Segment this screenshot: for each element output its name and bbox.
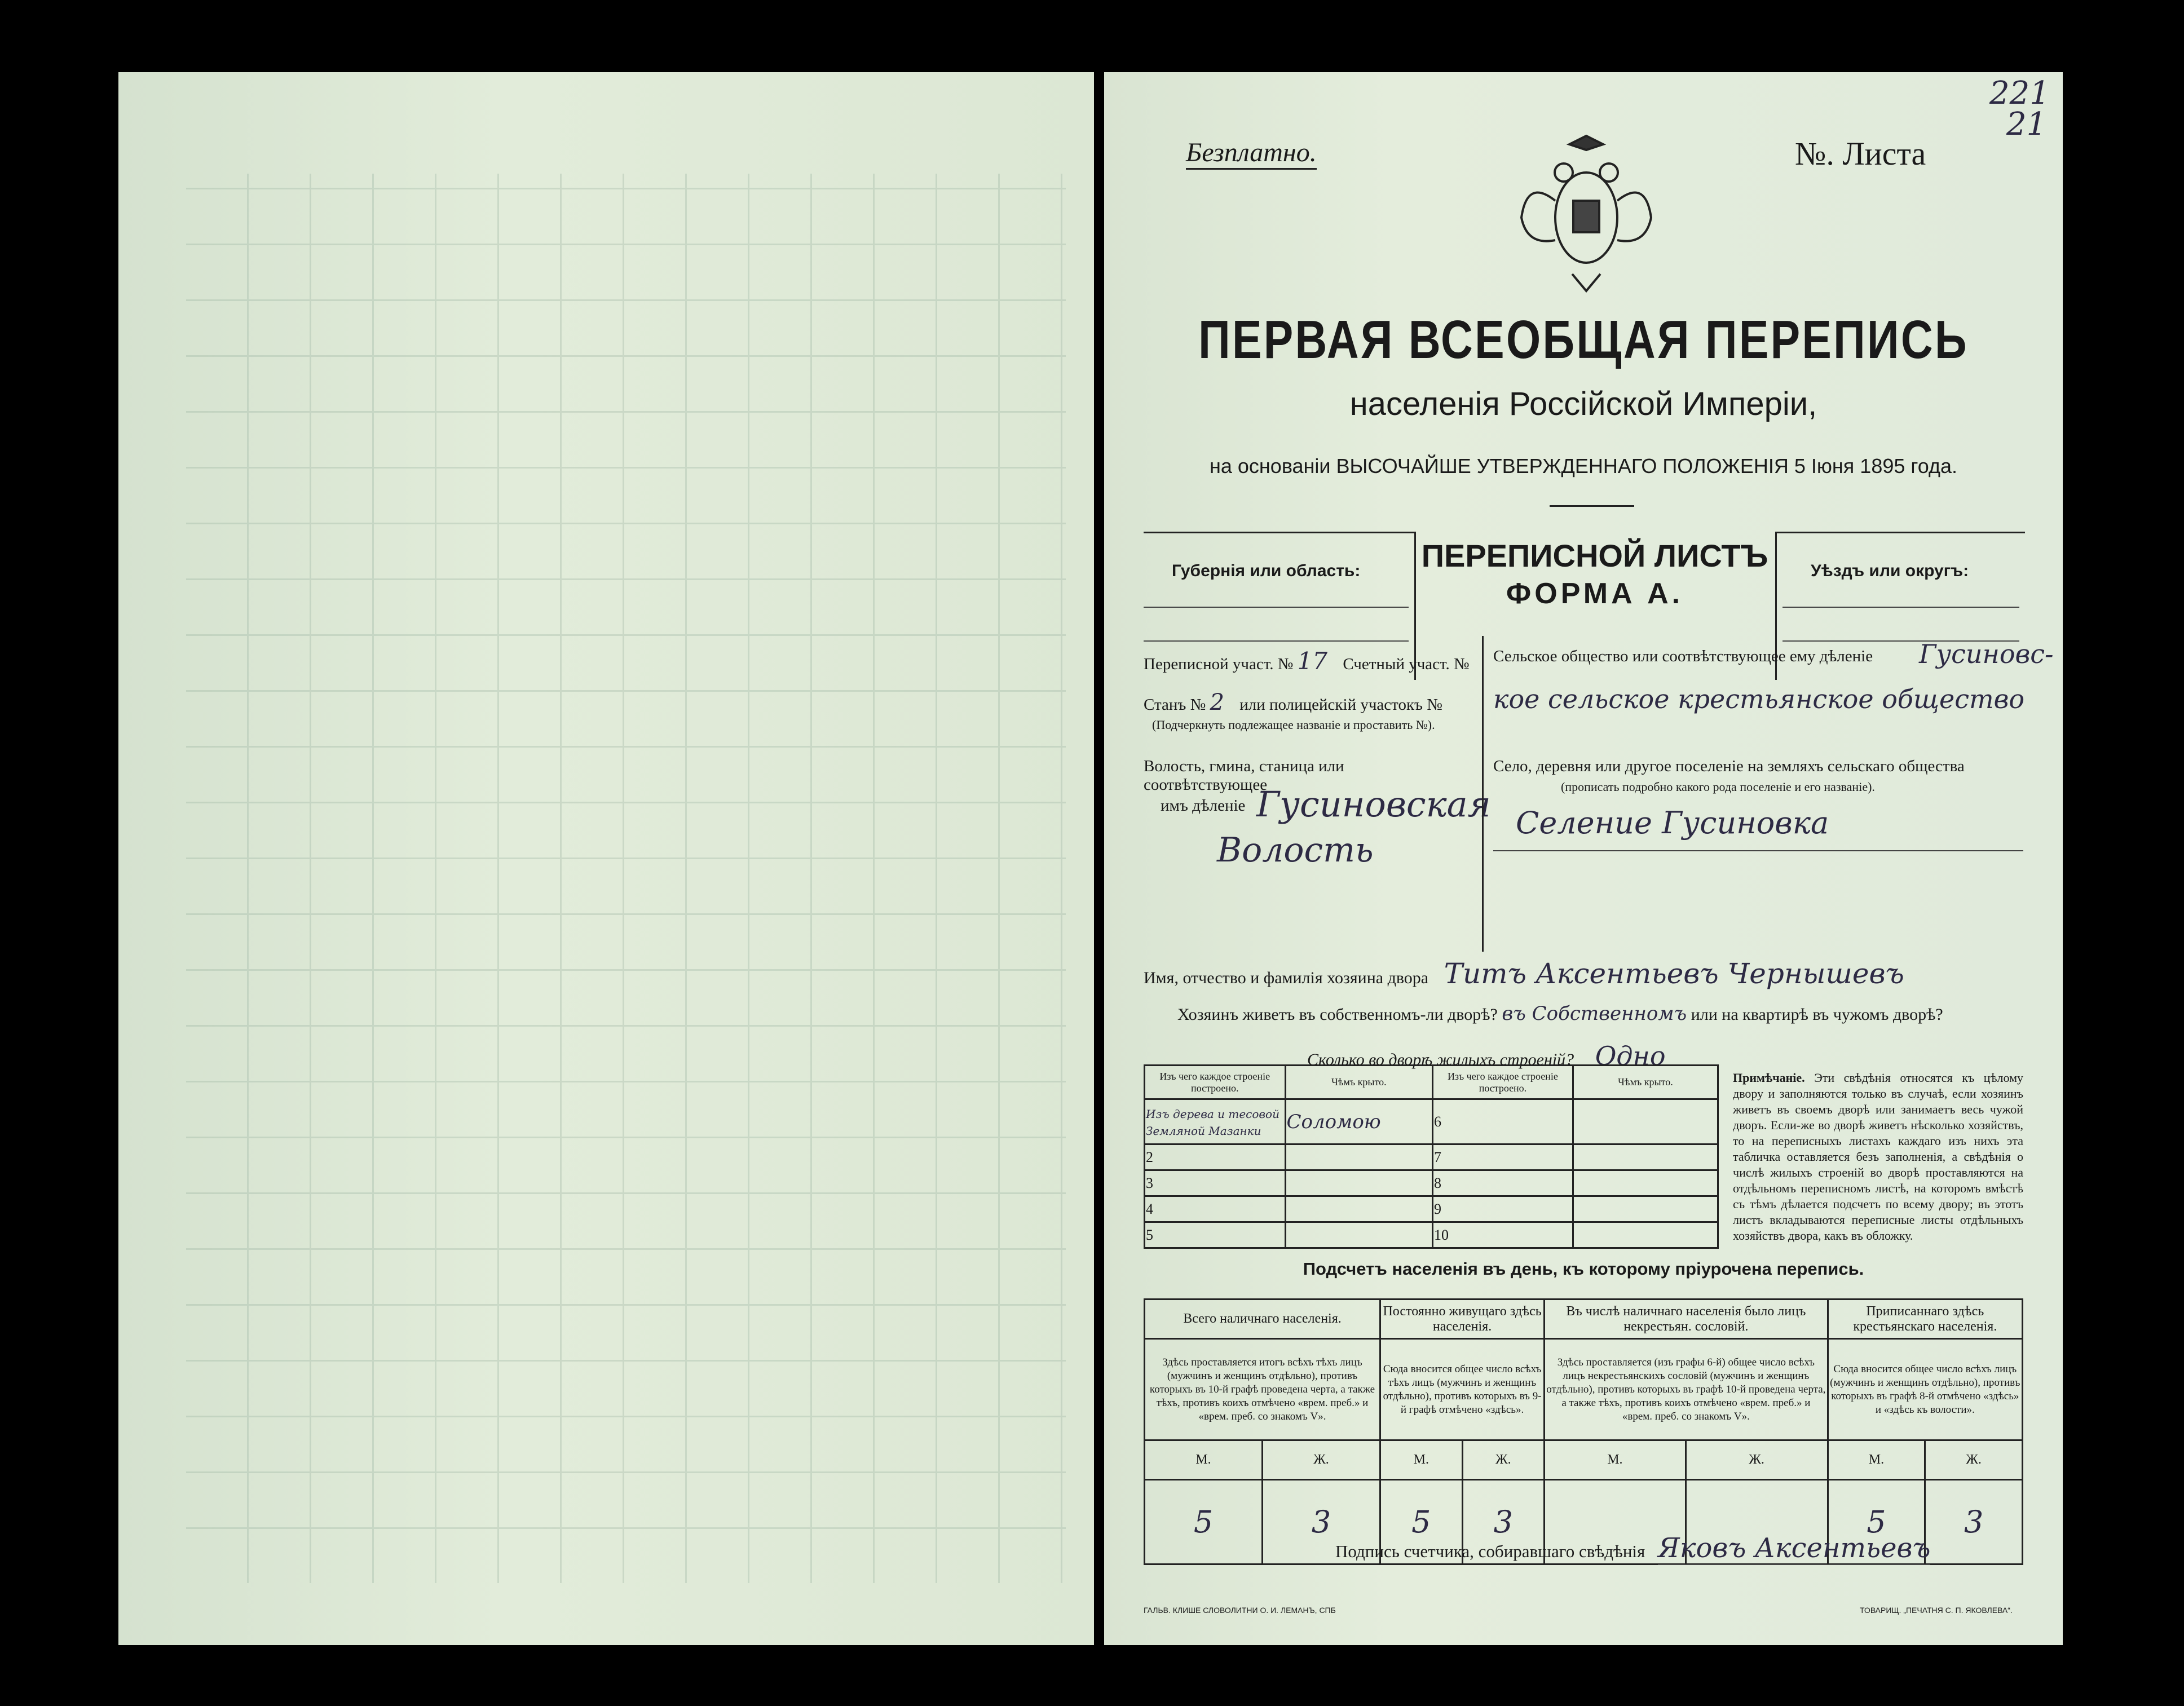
row-num: 5 — [1145, 1222, 1286, 1248]
count-col-desc: Сюда вносится общее число всѣхъ тѣхъ лицъ (мужчинъ и женщинъ отдѣльно), противъ которыхъ въ 9-й графѣ отмѣчено «здѣсь». — [1380, 1339, 1545, 1440]
sheet-no-label: №. Листа — [1795, 135, 1926, 172]
row-num: 4 — [1145, 1196, 1286, 1222]
police-label: или полицейскій участокъ № — [1239, 696, 1442, 714]
uezd-label: Уѣздъ или округъ: — [1811, 562, 1969, 580]
lives-value: въ Собственномъ — [1502, 1002, 1687, 1025]
volost-label: Волость, гмина, станица или соотвѣтствующее — [1144, 757, 1344, 794]
row-num: 3 — [1145, 1170, 1286, 1196]
lives-label-2: или на квартирѣ въ чужомъ дворѣ? — [1691, 1005, 1943, 1024]
village-label: Село, деревня или другое поселеніе на земляхъ сельскаго общества — [1493, 757, 1965, 775]
row-num: 2 — [1145, 1144, 1286, 1170]
stan-value: 2 — [1210, 690, 1224, 715]
table-row — [1145, 1144, 1718, 1170]
gubernia-line-1 — [1144, 607, 1409, 608]
count-col-desc: Здѣсь проставляется (изъ графы 6-й) общее число всѣхъ лицъ некрестьянскихъ сословій (мужчинъ и женщинъ отдѣльно), противъ которыхъ въ графѣ 10-й проведена черта, а также тѣхъ, противъ коихъ отмѣчено «врем. преб.» и «врем. преб. со знакомъ V». — [1545, 1339, 1828, 1440]
row-num: 8 — [1433, 1170, 1573, 1196]
count-col-desc: Здѣсь проставляется итогъ всѣхъ тѣхъ лицъ (мужчинъ и женщинъ отдѣльно), противъ которыхъ въ 10-й графѣ проведена черта, а также тѣхъ, противъ коихъ отмѣчено «врем. преб.» и «врем. преб. со знакомъ V». — [1145, 1339, 1380, 1440]
owner-name-label: Имя, отчество и фамилія хозяина двора — [1144, 969, 1429, 987]
printer-right: ТОВАРИЩ. „ПЕЧАТНЯ С. П. ЯКОВЛЕВА“. — [1860, 1606, 2013, 1615]
buildings-table — [1144, 1064, 1719, 1249]
count-col-title: Всего наличнаго населенія. — [1145, 1300, 1380, 1339]
archive-number-2: 21 — [2006, 106, 2047, 143]
village-line-2 — [1493, 850, 2023, 851]
f-label: Ж. — [1263, 1440, 1380, 1480]
uezd-line-1 — [1783, 607, 2019, 608]
signature-label: Подпись счетчика, собиравшаго свѣдѣнія — [1335, 1541, 1645, 1561]
count-table — [1144, 1298, 2023, 1565]
printer-left: ГАЛЬВ. КЛИШЕ СЛОВОЛИТНИ О. И. ЛЕМАНЪ, СПБ — [1144, 1606, 1336, 1615]
f-label: Ж. — [1925, 1440, 2023, 1480]
row-num: 9 — [1433, 1196, 1573, 1222]
count-col-title: Въ числѣ наличнаго населенія было лицъ некрестьян. сословій. — [1545, 1300, 1828, 1339]
volost-value: Гусиновская — [1256, 784, 1491, 825]
census-district-value: 17 — [1297, 647, 1328, 675]
society-label: Сельское общество или соотвѣтствующее ему дѣленіе — [1493, 647, 1873, 665]
fields-divider — [1482, 636, 1484, 952]
count-heading: Подсчетъ населенія въ день, къ которому пріурочена перепись. — [1303, 1259, 1864, 1279]
basis-line: на основаніи ВЫСОЧАЙШЕ УТВЕРЖДЕННАГО ПОЛОЖЕНІЯ 5 Іюня 1895 года. — [1209, 454, 1957, 478]
main-title: ПЕРВАЯ ВСЕОБЩАЯ ПЕРЕПИСЬ — [1198, 310, 1969, 370]
buildings-label: Сколько во дворѣ жилыхъ строеній? — [1307, 1050, 1574, 1069]
note-block — [1733, 1070, 2023, 1244]
count-f-value: 3 — [1462, 1480, 1545, 1564]
volost-value-2: Волость — [1217, 830, 1374, 870]
village-value: Селение Гусиновка — [1516, 805, 1829, 841]
row-roof: Соломою — [1285, 1099, 1433, 1144]
f-label: Ж. — [1686, 1440, 1828, 1480]
form-name: ФОРМА А. — [1506, 577, 1684, 610]
archive-number-1: 221 — [1989, 75, 2050, 112]
count-col-desc: Сюда вносится общее число всѣхъ лицъ (мужчинъ и женщинъ отдѣльно), противъ которыхъ въ графѣ 8-й отмѣчено «здѣсь» и «здѣсь къ волости». — [1828, 1339, 2022, 1440]
row-material: Изъ дерева и тесовой Земляной Мазанки — [1146, 1107, 1279, 1138]
double-headed-eagle-icon — [1516, 133, 1657, 297]
m-label: М. — [1828, 1440, 1925, 1480]
free-label: Безплатно. — [1186, 137, 1317, 170]
m-label: М. — [1145, 1440, 1263, 1480]
counting-district-label: Счетный участ. № — [1343, 655, 1470, 673]
count-f-value: 3 — [1925, 1480, 2023, 1564]
count-f-value: 3 — [1263, 1480, 1380, 1564]
count-col-title: Приписаннаго здѣсь крестьянскаго населенія. — [1828, 1300, 2022, 1339]
row-num: 7 — [1433, 1144, 1573, 1170]
census-form-page — [1104, 72, 2063, 1645]
count-col-title: Постоянно живущаго здѣсь населенія. — [1380, 1300, 1545, 1339]
table-row — [1145, 1222, 1718, 1248]
table-row — [1145, 1170, 1718, 1196]
society-value: Гусиновс- — [1919, 639, 2054, 669]
ornament-divider — [1550, 505, 1634, 507]
society-value-2: кое сельское крестьянское общество — [1493, 684, 2025, 714]
count-m-value: 5 — [1380, 1480, 1463, 1564]
col-roof-left: Чѣмъ крыто. — [1285, 1066, 1433, 1099]
col-material-right: Изъ чего каждое строеніе построено. — [1433, 1066, 1573, 1099]
table-row — [1145, 1196, 1718, 1222]
subtitle: населенія Россійской Имперіи, — [1349, 386, 1817, 422]
note-text: Эти свѣдѣнія относятся къ цѣлому двору и заполняются только въ случаѣ, если хозяинъ живетъ въ своемъ дворѣ или занимаетъ весь чужой дворъ. Если-же во дворѣ живетъ нѣсколько хозяйствъ, то на переписныхъ листахъ каждаго изъ нихъ эта табличка оставляется безъ заполненія, а свѣдѣнія о числѣ жилыхъ строеній во дворѣ проставляются на отдѣльномъ переписномъ листѣ, на которомъ вмѣстѣ съ тѣмъ дѣлается подсчетъ по всему двору; въ этотъ листъ вкладываются переписные листы отдѣльныхъ хозяйствъ двора, какъ въ обложку. — [1733, 1071, 2024, 1243]
gubernia-label: Губернія или область: — [1172, 562, 1361, 580]
row-num: 6 — [1433, 1099, 1573, 1144]
buildings-value: Одно — [1595, 1041, 1666, 1071]
signature-value: Яковъ Аксентьевъ — [1658, 1532, 1931, 1564]
underline-note: (Подчеркнуть подлежащее названіе и проставить №). — [1152, 718, 1435, 732]
bleed-through-grid — [186, 174, 1066, 1583]
village-note: (прописать подробно какого рода поселеніе и его названіе). — [1561, 780, 1875, 794]
m-label: М. — [1380, 1440, 1463, 1480]
owner-name-value: Титъ Аксентьевъ Чернышевъ — [1444, 957, 1904, 990]
signature-row — [1335, 1532, 1930, 1564]
count-gender-row — [1145, 1440, 2023, 1480]
note-label: Примѣчаніе. — [1733, 1071, 1805, 1085]
left-page — [118, 72, 1094, 1645]
left-fields — [1144, 636, 1491, 952]
col-material-left: Изъ чего каждое строеніе построено. — [1145, 1066, 1286, 1099]
count-m-value: 5 — [1145, 1480, 1263, 1564]
sheet-number — [1795, 134, 1926, 173]
count-titles — [1145, 1300, 2023, 1339]
sheet-title: ПЕРЕПИСНОЙ ЛИСТЪ — [1421, 538, 1768, 573]
stan-label: Станъ № — [1144, 696, 1206, 714]
count-descriptions — [1145, 1339, 2023, 1440]
right-fields — [1493, 636, 2054, 952]
census-district-label: Переписной участ. № — [1144, 655, 1294, 673]
volost-label-2: имъ дѣленіе — [1161, 797, 1246, 815]
table-row — [1145, 1099, 1718, 1144]
f-label: Ж. — [1462, 1440, 1545, 1480]
m-label: М. — [1545, 1440, 1686, 1480]
row-num: 10 — [1433, 1222, 1573, 1248]
lives-label: Хозяинъ живетъ въ собственномъ-ли дворѣ? — [1177, 1005, 1498, 1024]
count-m-value: 5 — [1828, 1480, 1925, 1564]
col-roof-right: Чѣмъ крыто. — [1573, 1066, 1718, 1099]
